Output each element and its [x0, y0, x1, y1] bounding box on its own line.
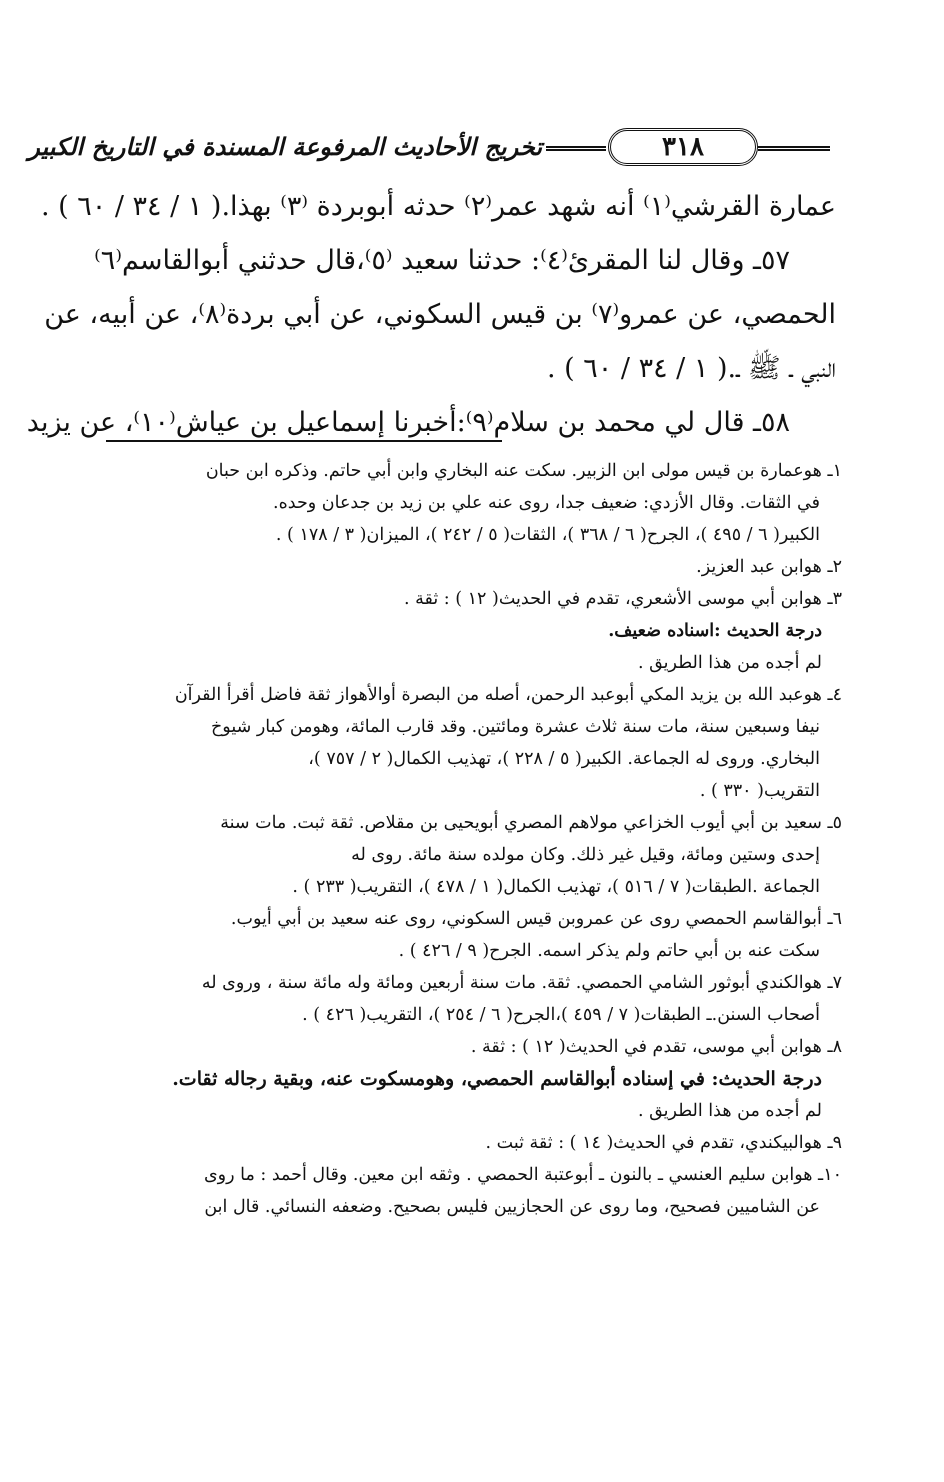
grade-note: لم أجده من هذا الطريق . — [637, 1101, 822, 1121]
footnote-line: ٤ـ هوعبد الله بن يزيد المكي أبوعبد الرحمن، أصله من البصرة أوالأهواز ثقة فاضل أقرأ القرآن — [174, 685, 842, 705]
footnote-line: سكت عنه بن أبي حاتم ولم يذكر اسمه. الجرح( ٩ / ٤٢٦ ) . — [398, 941, 820, 961]
footnote-line: ٨ـ هوابن أبي موسى، تقدم في الحديث( ١٢ ) : ثقة . — [470, 1037, 842, 1057]
page-number: ٣١٨ — [608, 128, 758, 166]
header-rule-middle — [546, 146, 606, 151]
footnote-separator — [106, 440, 502, 442]
main-line: الحمصي، عن عمرو⁽٧⁾ بن قيس السكوني، عن أبي بردة⁽٨⁾، عن أبيه، عن — [44, 299, 836, 330]
footnote-line: البخاري. وروى له الجماعة. الكبير( ٥ / ٢٢٨ )، تهذيب الكمال( ٢ / ٧٥٧ )، — [308, 749, 820, 769]
footnote-line: في الثقات. وقال الأزدي: ضعيف جدا، روى عنه علي بن زيد بن جدعان وحده. — [273, 493, 820, 513]
footnote-2 — [100, 551, 842, 583]
footnote-9 — [100, 1127, 842, 1159]
footnote-4 — [100, 679, 842, 807]
footnote-line: ٧ـ هوالكندي أبوثور الشامي الحمصي. ثقة. مات سنة أربعين ومائة وله مائة سنة ، وروى له — [201, 973, 842, 993]
footnote-line: الجماعة .الطبقات( ٧ / ٥١٦ )، تهذيب الكمال( ١ / ٤٧٨ )، التقريب( ٢٣٣ ) . — [292, 877, 820, 897]
hadith-grade: درجة الحديث :اسناده ضعيف. — [608, 621, 822, 641]
footnote-line: ٥ـ سعيد بن أبي أيوب الخزاعي مولاهم المصري أبويحيى بن مقلاص. ثقة ثبت. مات سنة — [220, 813, 842, 833]
footnote-8 — [100, 1031, 842, 1063]
hadith-grade: درجة الحديث: في إسناده أبوالقاسم الحمصي، وهومسكوت عنه، وبقية رجاله ثقات. — [172, 1068, 822, 1090]
footnote-5 — [100, 807, 842, 903]
footnote-line: ٢ـ هوابن عبد العزيز. — [696, 557, 842, 577]
footnote-1 — [100, 455, 842, 551]
footnote-line: ٩ـ هوالبيكندي، تقدم في الحديث( ١٤ ) : ثقة ثبت . — [485, 1133, 842, 1153]
main-line: ٥٧ـ وقال لنا المقرئ⁽٤⁾: حدثنا سعيد ⁽٥⁾،قال حدثني أبوالقاسم⁽٦⁾ — [94, 245, 790, 276]
footnote-line: عن الشاميين فصحيح، وما روى عن الحجازيين فليس بصحيح. وضعفه النسائي. قال ابن — [204, 1197, 820, 1217]
main-line: النبي ـ ﷺ ـ.( ١ / ٣٤ / ٦٠ ) . — [547, 353, 836, 384]
footnote-line: ٦ـ أبوالقاسم الحمصي روى عن عمروبن قيس السكوني، روى عنه سعيد بن أبي أيوب. — [230, 909, 842, 929]
footnote-line: ١٠ـ هوابن سليم العنسي ـ بالنون ـ أبوعتبة الحمصي . وثقه ابن معين. وقال أحمد : ما روى — [203, 1165, 842, 1185]
footnote-line: التقريب( ٣٣٠ ) . — [699, 781, 820, 801]
footnote-line: ٣ـ هوابن أبي موسى الأشعري، تقدم في الحديث( ١٢ ) : ثقة . — [403, 589, 842, 609]
header-rule-right — [758, 146, 830, 151]
footnote-10 — [100, 1159, 842, 1223]
footnote-7 — [100, 967, 842, 1031]
footnote-line: إحدى وستين ومائة، وقيل غير ذلك. وكان مولده سنة مائة. روى له — [351, 845, 820, 865]
running-title: تخريج الأحاديث المرفوعة المسندة في التاريخ الكبير — [28, 132, 542, 161]
page-header — [28, 128, 830, 168]
footnote-line: أصحاب السنن.ـ الطبقات( ٧ / ٤٥٩ )،الجرح( ٦ / ٢٥٤ )، التقريب( ٤٢٦ ) . — [302, 1005, 820, 1025]
main-text — [26, 180, 836, 450]
footnote-3 — [100, 583, 842, 615]
footnote-6 — [100, 903, 842, 967]
footnotes — [100, 455, 842, 1223]
footnote-line: ١ـ هوعمارة بن قيس مولى ابن الزبير. سكت عنه البخاري وابن أبي حاتم. وذكره ابن حبان — [205, 461, 842, 481]
footnote-line: الكبير( ٦ / ٤٩٥ )، الجرح( ٦ / ٣٦٨ )، الثقات( ٥ / ٢٤٢ )، الميزان( ٣ / ١٧٨ ) . — [275, 525, 820, 545]
footnote-line: نيفا وسبعين سنة، مات سنة ثلاث عشرة ومائتين. وقد قارب المائة، وهومن كبار شيوخ — [211, 717, 820, 737]
main-line: عمارة القرشي⁽١⁾ أنه شهد عمر⁽٢⁾ حدثه أبوبردة ⁽٣⁾ بهذا.( ١ / ٣٤ / ٦٠ ) . — [40, 191, 836, 222]
main-line: ٥٨ـ قال لي محمد بن سلام⁽٩⁾:أخبرنا إسماعيل بن عياش⁽١٠⁾، عن يزيد — [26, 407, 790, 438]
grade-note: لم أجده من هذا الطريق . — [637, 653, 822, 673]
